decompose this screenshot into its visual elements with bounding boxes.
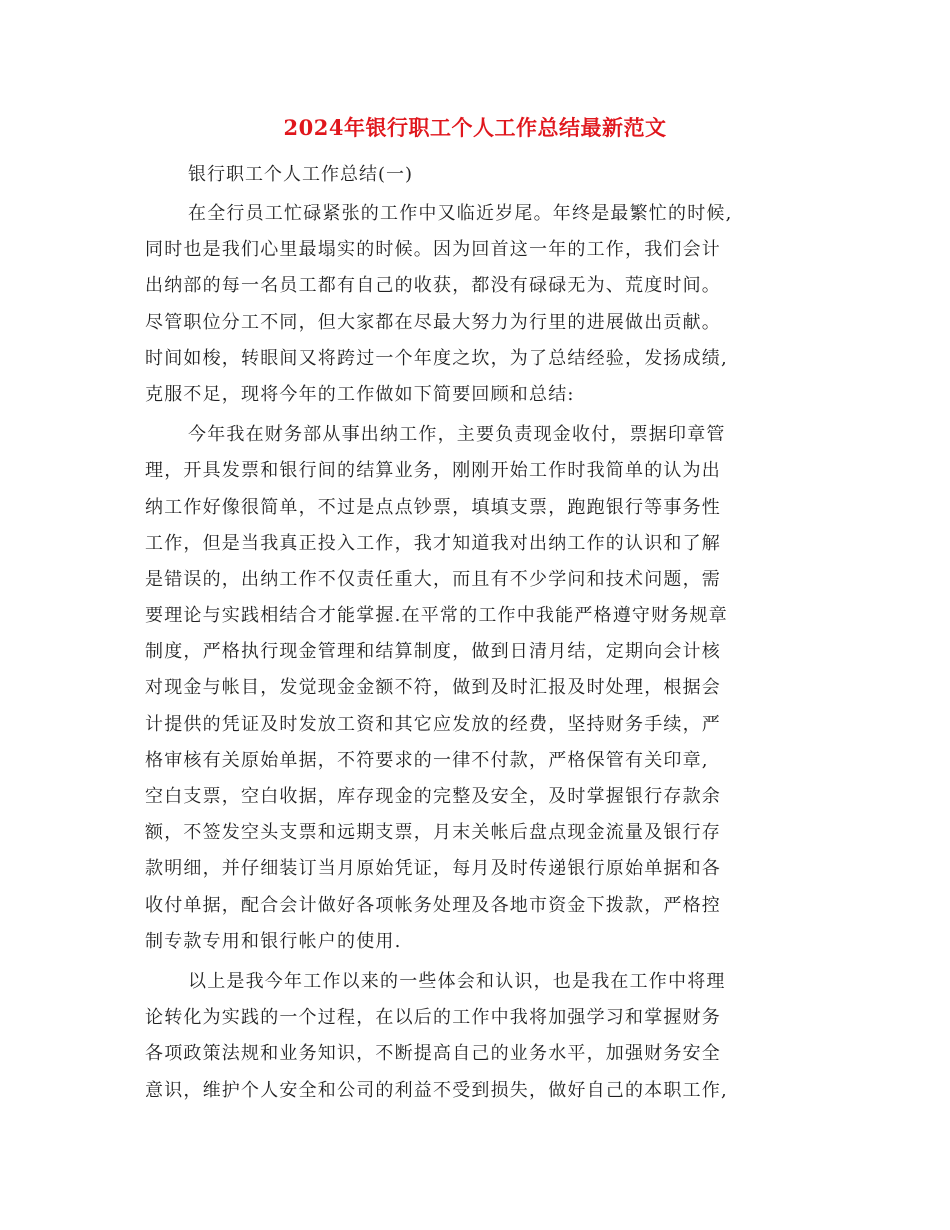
paragraph-line: 是错误的，出纳工作不仅责任重大，而且有不少学问和技术问题，需 xyxy=(145,568,721,590)
paragraph-line: 额，不签发空头支票和远期支票，月末关帐后盘点现金流量及银行存 xyxy=(145,822,721,844)
paragraph-line: 今年我在财务部从事出纳工作，主要负责现金收付，票据印章管 xyxy=(188,424,726,446)
paragraph-line: 理，开具发票和银行间的结算业务，刚刚开始工作时我简单的认为出 xyxy=(145,460,721,482)
paragraph-line: 各项政策法规和业务知识，不断提高自己的业务水平，加强财务安全 xyxy=(145,1043,721,1065)
paragraph-line: 克服不足，现将今年的工作做如下简要回顾和总结: xyxy=(145,383,575,405)
paragraph-line: 格审核有关原始单据，不符要求的一律不付款，严格保管有关印章, xyxy=(145,749,709,771)
paragraph-line: 同时也是我们心里最塌实的时候。因为回首这一年的工作，我们会计 xyxy=(145,239,721,261)
paragraph-line: 在全行员工忙碌紧张的工作中又临近岁尾。年终是最繁忙的时候, xyxy=(188,203,733,224)
paragraph-line: 收付单据，配合会计做好各项帐务处理及各地市资金下拨款，严格控 xyxy=(145,894,721,916)
document-body xyxy=(145,196,805,1109)
paragraph-line: 尽管职位分工不同，但大家都在尽最大努力为行里的进展做出贡献。 xyxy=(145,311,721,333)
document-title: 2024年银行职工个人工作总结最新范文 xyxy=(283,115,667,140)
paragraph-line: 出纳部的每一名员工都有自己的收获，都没有碌碌无为、荒度时间。 xyxy=(145,275,721,297)
paragraph-line: 纳工作好像很简单，不过是点点钞票，填填支票，跑跑银行等事务性 xyxy=(145,496,721,518)
paragraph-line: 工作，但是当我真正投入工作，我才知道我对出纳工作的认识和了解 xyxy=(145,532,721,554)
section-heading: 银行职工个人工作总结(一) xyxy=(188,164,414,185)
paragraph-line: 时间如梭，转眼间又将跨过一个年度之坎，为了总结经验，发扬成绩, xyxy=(145,347,728,369)
paragraph-3 xyxy=(145,964,805,1109)
paragraph-line: 对现金与帐目，发觉现金金额不符，做到及时汇报及时处理，根据会 xyxy=(145,677,721,699)
paragraph-line: 以上是我今年工作以来的一些体会和认识，也是我在工作中将理 xyxy=(188,970,726,992)
paragraph-line: 空白支票，空白收据，库存现金的完整及安全，及时掌握银行存款余 xyxy=(145,786,721,807)
paragraph-line: 制度，严格执行现金管理和结算制度，做到日清月结，定期向会计核 xyxy=(145,641,721,663)
paragraph-2 xyxy=(145,417,805,960)
paragraph-line: 制专款专用和银行帐户的使用. xyxy=(145,930,402,952)
paragraph-line: 要理论与实践相结合才能掌握.在平常的工作中我能严格遵守财务规章 xyxy=(145,605,728,627)
paragraph-line: 论转化为实践的一个过程，在以后的工作中我将加强学习和掌握财务 xyxy=(145,1007,721,1029)
paragraph-line: 款明细，并仔细装订当月原始凭证，每月及时传递银行原始单据和各 xyxy=(145,858,721,880)
paragraph-line: 计提供的凭证及时发放工资和其它应发放的经费，坚持财务手续，严 xyxy=(145,713,721,735)
paragraph-1 xyxy=(145,196,805,413)
paragraph-line: 意识，维护个人安全和公司的利益不受到损失，做好自己的本职工作, xyxy=(145,1079,728,1101)
